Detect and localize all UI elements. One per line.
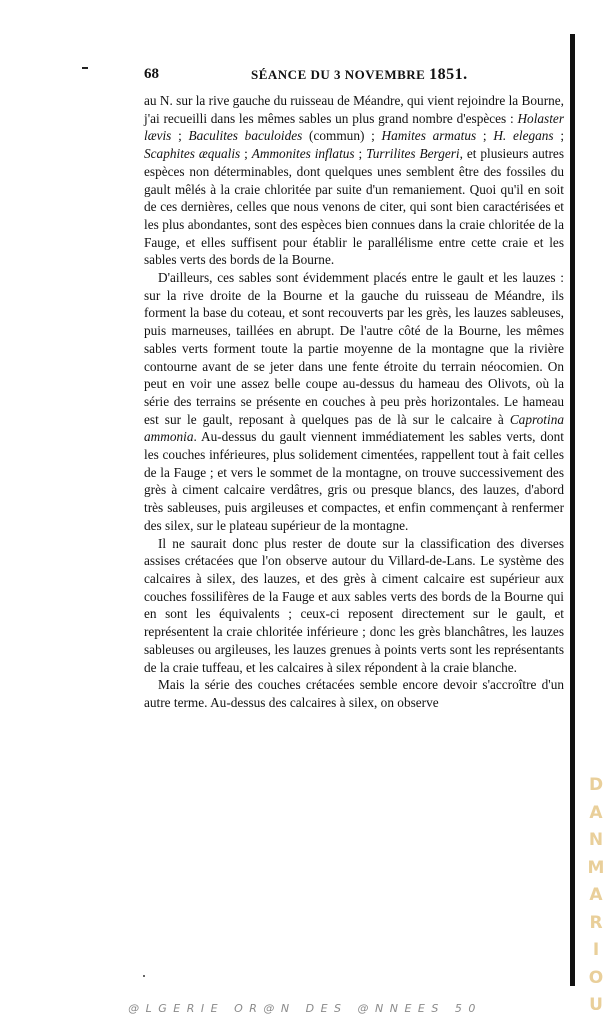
side-watermark-letter: O <box>588 967 604 988</box>
footer-watermark: @LGERIE OR@N DES @NNEES 50 <box>128 1002 482 1015</box>
taxon-name: Holaster lævis <box>144 110 564 144</box>
paragraph <box>144 676 564 711</box>
running-header-year: 1851. <box>429 66 468 83</box>
text-run: ; <box>354 146 367 162</box>
side-watermark-letter: I <box>592 940 600 960</box>
paragraph <box>144 269 564 535</box>
side-watermark-letter: A <box>589 885 603 905</box>
text-run: Mais la série des couches crétacées semble encore devoir s'accroître d'un autre terme. Au-dessus des calcaires à silex, on observe <box>144 677 564 710</box>
taxon-name: Baculites baculoides <box>188 128 303 144</box>
text-run: au N. sur la rive gauche du ruisseau de Méandre, qui vient rejoindre la Bourne, j'ai recueilli dans les mêmes sables un plus grand nombre d'espèces : <box>144 93 564 126</box>
stray-ink-mark <box>82 67 88 69</box>
side-watermark-letter: M <box>587 857 605 878</box>
running-header <box>251 66 468 84</box>
taxon-name: Turrilites Bergeri <box>366 146 460 162</box>
taxon-name: Caprotina ammonia <box>144 411 564 445</box>
side-watermark-letter: U <box>589 995 603 1015</box>
text-run: , et plusieurs autres espèces non déterminables, dont quelques unes semblent être des fossiles du gault mêlés à la craie chloritée par suite d'un remaniement. Quoi qu'il en soit de ces dernières, celles que nous venons de citer, qui sont bien caractérisées et les plus abondantes, sont des espèces bien connues dans la craie chloritée de la Fauge, et elles suffisent pour établir le parallélisme entre cette craie et les sables verts des bords de la Bourne. <box>144 146 565 268</box>
text-run: . Au-dessus du gault viennent immédiatement les sables verts, dont les couches inférieures, plus solidement cimentées, rappellent tout à fait celles de la Fauge ; et vers le sommet de la montagne, on trouve successivement des grès à ciment calcaire verdâtres, gris ou presque blancs, des lauzes, d'abord très sableuses, puis argileuses et compactes, et enfin commençant à renfermer des silex, sur le plateau supérieur de la montagne. <box>144 429 564 533</box>
running-header-title: SÉANCE DU 3 NOVEMBRE <box>251 67 426 82</box>
paragraph <box>144 535 564 677</box>
side-watermark-letter: D <box>588 775 604 795</box>
taxon-name: Scaphites æqualis <box>144 146 241 162</box>
taxon-name: H. elegans <box>493 128 554 144</box>
text-run: D'ailleurs, ces sables sont évidemment placés entre le gault et les lauzes : sur la rive droite de la Bourne et la gauche du ruisseau de Méandre, ils forment la base du coteau, et sont recouverts par les grès, les lauzes sableuses, puis marneuses, taillées en abrupt. De l'autre côté de la Bourne, les mêmes sables verts forment toute la partie moyenne de la montagne que la rivière contourne avant de se jeter dans une fente étroite du terrain néocomien. On peut en voir une assez belle coupe au-dessus du hameau des Olivots, où la série des terrains se présente en couches à peu près horizontales. Le hameau est sur le gault, reposant à quelques pas de là sur le calcaire à <box>144 270 564 427</box>
taxon-name: Ammonites inflatus <box>251 146 355 162</box>
text-run: ; <box>553 128 565 144</box>
side-watermark-letter: R <box>589 912 603 933</box>
body-text <box>144 92 564 712</box>
paragraph <box>144 92 564 269</box>
text-run: ; <box>171 128 189 144</box>
text-run: Il ne saurait donc plus rester de doute sur la classification des diverses assises crétacées que l'on observe autour du Villard-de-Lans. Le système des calcaires à silex, des lauzes, et des grès à ciment calcaire est supérieur aux couches fossilifères de la Fauge et aux sables verts des bords de la Bourne qui en sont les équivalents ; ceux-ci reposent directement sur le gault, et représentent la craie chloritée inférieure ; donc les grès blanchâtres, les lauzes sableuses ou argileuses, les lauzes grenues à points verts sont les représentants de la craie tuffeau, et les calcaires à silex répondent à la craie blanche. <box>144 535 564 675</box>
ink-speck <box>143 975 145 977</box>
text-run: ; <box>476 128 494 144</box>
taxon-name: Hamites armatus <box>381 128 477 144</box>
right-page-edge-rule <box>570 34 575 986</box>
text-run: ; <box>240 146 252 162</box>
page-number: 68 <box>144 66 159 82</box>
side-watermark <box>586 772 606 1020</box>
side-watermark-letter: N <box>588 830 604 850</box>
text-run: (commun) ; <box>302 128 382 144</box>
side-watermark-letter: A <box>589 802 603 823</box>
